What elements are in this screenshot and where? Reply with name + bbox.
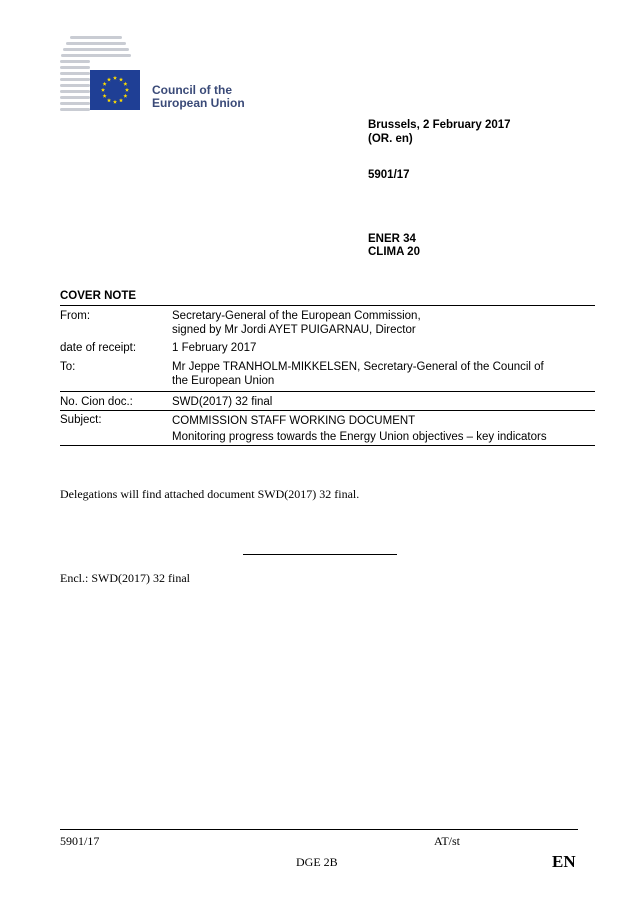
row-value-date: 1 February 2017: [172, 342, 257, 354]
cover-note-title: COVER NOTE: [60, 290, 137, 302]
row-label-cion-doc: No. Cion doc.:: [60, 396, 133, 408]
to-line2: the European Union: [172, 375, 275, 387]
row-label-date: date of receipt:: [60, 342, 137, 354]
footer-department: DGE 2B: [296, 855, 338, 869]
subject-line1: COMMISSION STAFF WORKING DOCUMENT: [172, 415, 416, 427]
classification-code-1: ENER 34: [368, 233, 416, 245]
table-rule-2: [60, 391, 595, 392]
footer-doc-number: 5901/17: [60, 834, 100, 848]
table-rule-top: [60, 305, 595, 306]
footer-initials: AT/st: [434, 834, 461, 848]
row-label-to: To:: [60, 361, 76, 373]
language-code: EN: [552, 852, 576, 871]
org-name-line2: European Union: [152, 96, 245, 110]
enclosure-text: Encl.: SWD(2017) 32 final: [60, 571, 190, 585]
council-logo: [60, 34, 152, 114]
org-name: [152, 84, 245, 110]
place-date: Brussels, 2 February 2017: [368, 119, 511, 131]
original-language: (OR. en): [368, 133, 413, 145]
from-line2: signed by Mr Jordi AYET PUIGARNAU, Director: [172, 324, 416, 336]
subject-line2: Monitoring progress towards the Energy Union objectives – key indicators: [172, 431, 547, 443]
document-number: 5901/17: [368, 169, 410, 181]
row-label-subject: Subject:: [60, 414, 102, 426]
table-rule-bottom: [60, 445, 595, 446]
row-label-from: From:: [60, 310, 91, 322]
table-rule-3: [60, 410, 595, 411]
org-name-line1: Council of the: [152, 83, 232, 97]
from-line1: Secretary-General of the European Commission,: [172, 310, 421, 322]
separator-line: [243, 554, 397, 555]
classification-code-2: CLIMA 20: [368, 246, 420, 258]
row-value-cion-doc: SWD(2017) 32 final: [172, 396, 273, 408]
row-value-subject: [172, 413, 592, 445]
to-line1: Mr Jeppe TRANHOLM-MIKKELSEN, Secretary-General of the Council of: [172, 361, 544, 373]
row-value-to: [172, 360, 592, 388]
footer-rule: [60, 829, 578, 830]
row-value-from: [172, 309, 592, 337]
delegations-text: Delegations will find attached document SWD(2017) 32 final.: [60, 487, 360, 501]
